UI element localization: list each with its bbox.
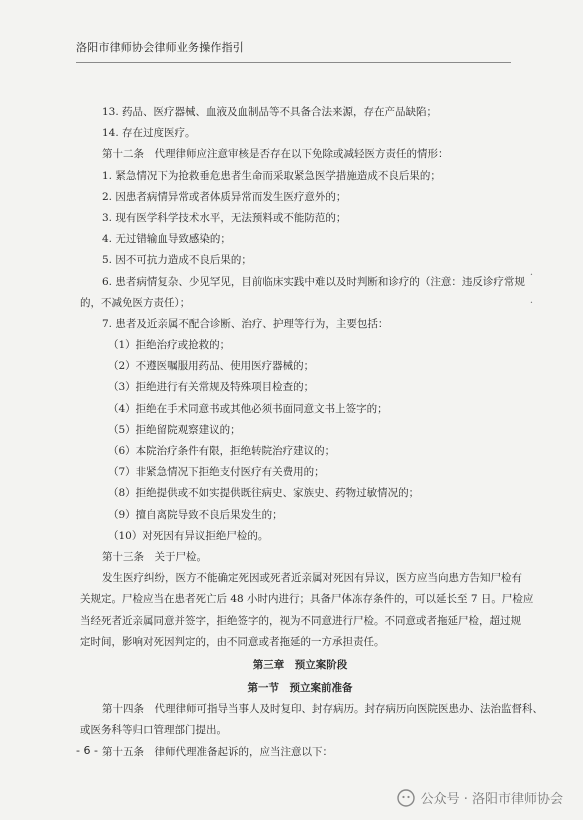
text-line: 6. 患者病情复杂、少见罕见，目前临床实践中难以及时判断和诊疗的（注意：违反诊疗常规 [102,275,525,288]
running-header: 洛阳市律师协会律师业务操作指引 [76,41,244,54]
text-line: （8）拒绝提供或不如实提供既往病史、家族史、药物过敏情况的； [108,487,420,500]
text-line: 7. 患者及近亲属不配合诊断、治疗、护理等行为，主要包括： [102,317,389,330]
text-line: 第十三条 关于尸检。 [102,550,207,563]
text-line: （10）对死因有异议拒绝尸检的。 [108,529,269,542]
section-heading: 第三章 预立案阶段 [252,658,348,671]
section-heading: 第一节 预立案前准备 [247,682,353,695]
text-line: （4）拒绝在手术同意书或其他必须书面同意文书上签字的； [108,402,388,415]
text-line: 2. 因患者病情异常或者体质异常而发生医疗意外的； [102,190,347,203]
text-line: 4. 无过错输血导致感染的； [102,233,231,246]
text-line: 定时间，影响对死因判定的，由不同意或者拖延的一方承担责任。 [80,635,385,648]
text-line: 关规定。尸检应当在患者死亡后 48 小时内进行；具备尸体冻存条件的，可以延长至 7 日。尸检应 [80,593,534,606]
text-line: 第十五条 律师代理准备起诉的，应当注意以下： [102,745,333,758]
text-line: 3. 现有医学科学技术水平，无法预料或不能防范的； [102,211,347,224]
margin-mark: · [529,298,533,309]
text-line: （6）本院治疗条件有限，拒绝转院治疗建议的； [108,445,336,457]
text-line: （5）拒绝留院观察建议的； [108,423,241,436]
text-line: 第十四条 代理律师可指导当事人及时复印、封存病历。封存病历向医院医患办、法治监督科、 [102,703,543,716]
body-text [80,102,543,763]
wechat-official-account-icon [397,789,415,807]
text-line: 1. 紧急情况下为抢救垂危患者生命而采取紧急医学措施造成不良后果的； [102,169,441,182]
text-line: （2）不遵医嘱服用药品、使用医疗器械的； [108,360,315,373]
wechat-watermark [397,788,563,807]
text-line: 当经死者近亲属同意并签字，拒绝签字的，视为不同意进行尸检。不同意或者拖延尸检，超过规 [80,614,521,627]
watermark-text: 公众号 · 洛阳市律师协会 [420,792,563,807]
text-line: 13. 药品、医疗器械、血液及血制品等不具备合法来源，存在产品缺陷； [102,106,438,118]
text-line: （3）拒绝进行有关常规及特殊项目检查的； [108,381,315,394]
page-number: - 6 - [76,744,98,757]
text-line: 14. 存在过度医疗。 [102,127,196,140]
text-line: 或医务科等归口管理部门提出。 [80,724,227,737]
text-line: 发生医疗纠纷，医方不能确定死因或死者近亲属对死因有异议，医方应当向患方告知尸检有 [102,572,522,585]
text-line: （7）非紧急情况下拒绝支付医疗有关费用的； [108,466,325,479]
text-line: （1）拒绝治疗或抢救的； [108,339,231,352]
text-line: 5. 因不可抗力造成不良后果的； [102,254,252,267]
margin-mark: · [529,270,533,281]
header-rule [76,62,511,63]
text-line: （9）擅自离院导致不良后果发生的； [108,508,283,521]
text-line: 第十二条 代理律师应注意审核是否存在以下免除或减轻医方责任的情形： [102,148,449,161]
text-line: 的，不减免医方责任）； [80,296,191,309]
